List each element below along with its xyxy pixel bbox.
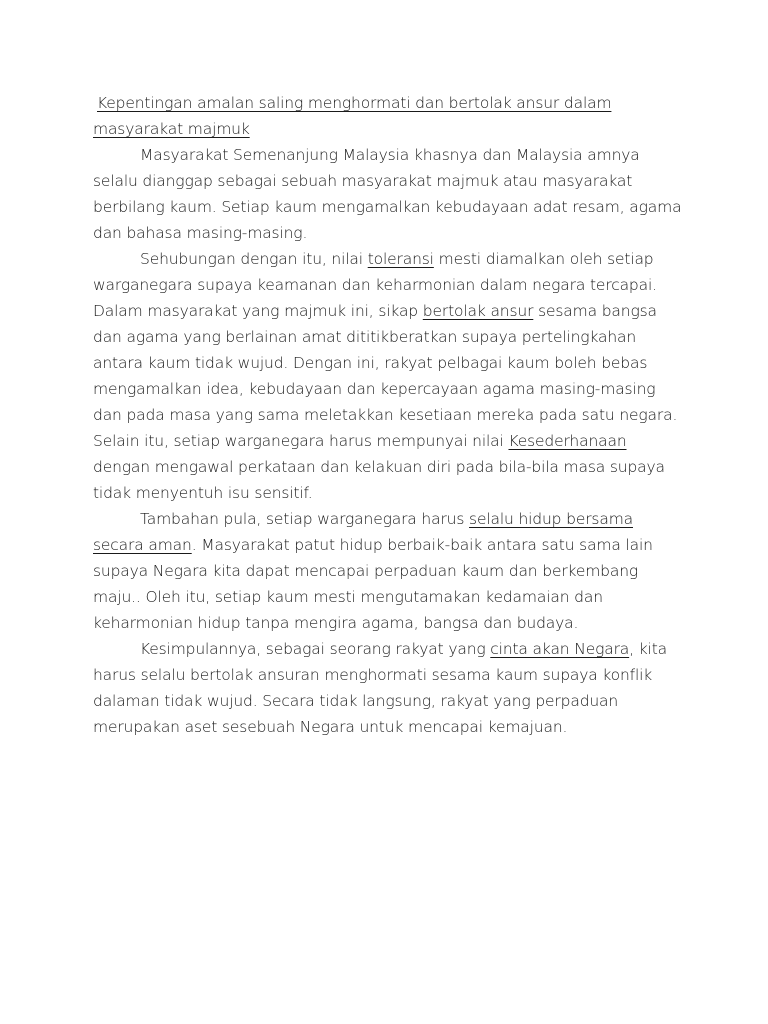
underlined-toleransi: toleransi [367, 250, 434, 268]
document-body [93, 90, 683, 740]
underlined-kesederhanaan: Kesederhanaan [508, 432, 627, 450]
paragraph-4 [93, 636, 683, 740]
paragraph-1-text: Masyarakat Semenanjung Malaysia khasnya dan Malaysia amnya selalu dianggap sebagai sebuah masyarakat majmuk atau masyarakat berbilang kaum. Setiap kaum mengamalkan kebudayaan adat resam, agama dan bahasa masing-masing. [93, 146, 682, 242]
paragraph-2-text-3: sesama bangsa dan agama yang berlainan amat dititikberatkan supaya pertelingkahan antara kaum tidak wujud. Dengan ini, rakyat pelbagai kaum boleh bebas mengamalkan idea, kebudayaan dan kepercayaan agama masing-masing dan pada masa yang sama meletakkan kesetiaan mereka pada satu negara. Selain itu, setiap warganegara harus mempunyai nilai [93, 302, 678, 450]
document-title [93, 90, 683, 142]
paragraph-2-text-1: Sehubungan dengan itu, nilai [140, 250, 368, 268]
paragraph-1 [93, 142, 683, 246]
title-line-2: masyarakat majmuk [93, 120, 250, 138]
underlined-hidup-bersama: selalu hidup bersama secara aman [93, 510, 633, 554]
paragraph-4-text-1: Kesimpulannya, sebagai seorang rakyat yang [140, 640, 491, 658]
paragraph-2-text-2: mesti diamalkan oleh setiap warganegara supaya keamanan dan keharmonian dalam negara tercapai. Dalam masyarakat yang majmuk ini, sikap [93, 250, 657, 320]
paragraph-3-text-1: Tambahan pula, setiap warganegara harus [140, 510, 470, 528]
paragraph-3 [93, 506, 683, 636]
title-line-1: Kepentingan amalan saling menghormati dan bertolak ansur dalam [97, 94, 612, 112]
underlined-cinta-negara: cinta akan Negara [490, 640, 630, 658]
paragraph-2-text-4: dengan mengawal perkataan dan kelakuan diri pada bila-bila masa supaya tidak menyentuh isu sensitif. [93, 458, 665, 502]
paragraph-4-text-2: , kita harus selalu bertolak ansuran menghormati sesama kaum supaya konflik dalaman tidak wujud. Secara tidak langsung, rakyat yang perpaduan merupakan aset sesebuah Negara untuk mencapai kemajuan. [93, 640, 667, 736]
paragraph-3-text-2: . Masyarakat patut hidup berbaik-baik antara satu sama lain supaya Negara kita dapat mencapai perpaduan kaum dan berkembang maju.. Oleh itu, setiap kaum mesti mengutamakan kedamaian dan keharmonian hidup tanpa mengira agama, bangsa dan budaya. [93, 536, 653, 632]
underlined-bertolak-ansur: bertolak ansur [422, 302, 534, 320]
paragraph-2 [93, 246, 683, 506]
